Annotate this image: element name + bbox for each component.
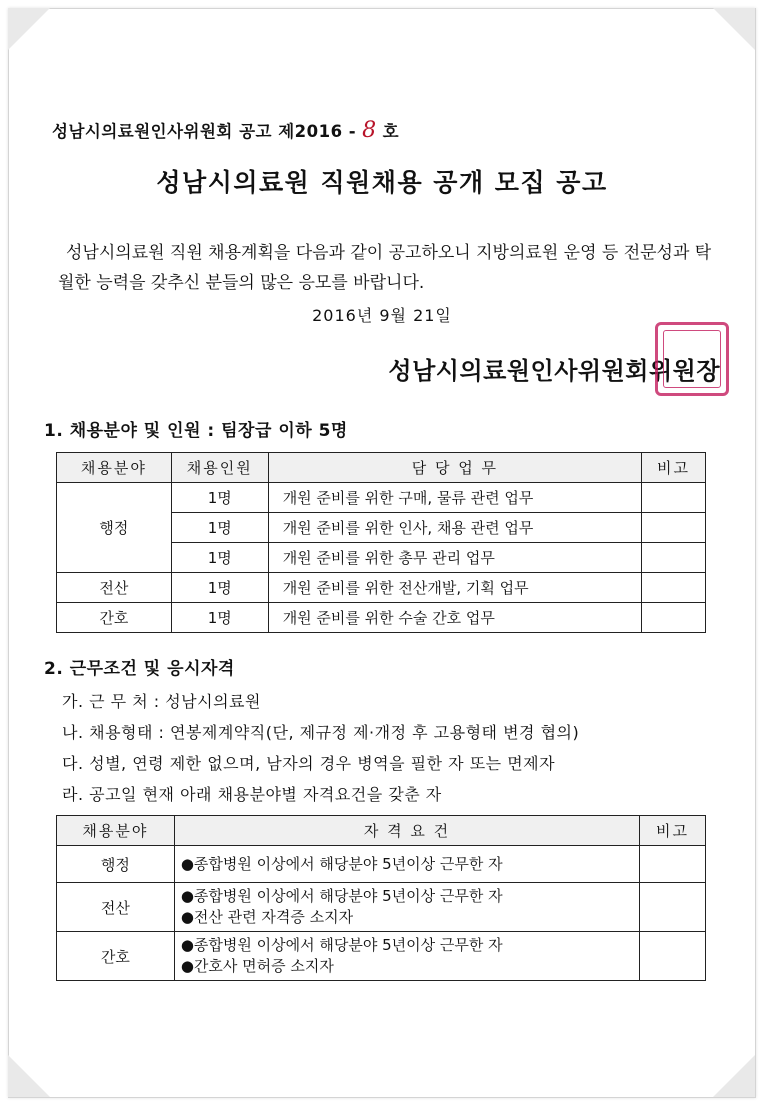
table-row bbox=[57, 603, 706, 633]
notice-number-suffix: 호 bbox=[382, 122, 400, 141]
requirement-line: ●간호사 면허증 소지자 bbox=[180, 957, 334, 975]
section1-heading: 1. 채용분야 및 인원 : 팀장급 이하 5명 bbox=[44, 421, 348, 441]
requirement-line: ●종합병원 이상에서 해당분야 5년이상 근무한 자 bbox=[180, 936, 503, 954]
requirements-cell bbox=[174, 932, 639, 981]
notice-number bbox=[52, 118, 399, 143]
duty-cell: 개원 준비를 위한 수술 간호 업무 bbox=[268, 603, 641, 633]
section2-heading: 2. 근무조건 및 응시자격 bbox=[44, 659, 235, 679]
table-row bbox=[57, 932, 706, 981]
note-cell bbox=[642, 483, 706, 513]
document-title: 성남시의료원 직원채용 공개 모집 공고 bbox=[156, 168, 608, 197]
field-cell: 행정 bbox=[57, 846, 175, 883]
official-seal-stamp bbox=[655, 322, 729, 396]
count-cell: 1명 bbox=[171, 573, 268, 603]
header-field: 채용분야 bbox=[57, 453, 172, 483]
table-header-row bbox=[57, 816, 706, 846]
table-header-row bbox=[57, 453, 706, 483]
duty-cell: 개원 준비를 위한 인사, 채용 관련 업무 bbox=[268, 513, 641, 543]
condition-item: 나. 채용형태 : 연봉제계약직(단, 제규정 제·개정 후 고용형태 변경 협의) bbox=[62, 723, 580, 742]
duty-cell: 개원 준비를 위한 구매, 물류 관련 업무 bbox=[268, 483, 641, 513]
table-row bbox=[57, 483, 706, 513]
note-cell bbox=[642, 603, 706, 633]
notice-date: 2016년 9월 21일 bbox=[312, 306, 452, 325]
requirements-cell bbox=[174, 846, 639, 883]
count-cell: 1명 bbox=[171, 513, 268, 543]
qualification-table bbox=[56, 815, 706, 981]
requirement-line: ●전산 관련 자격증 소지자 bbox=[180, 908, 354, 926]
notice-number-prefix: 성남시의료원인사위원회 공고 제2016 - bbox=[52, 122, 357, 141]
field-cell: 전산 bbox=[57, 883, 175, 932]
note-cell bbox=[642, 543, 706, 573]
count-cell: 1명 bbox=[171, 483, 268, 513]
note-cell bbox=[642, 573, 706, 603]
page-corner-decoration bbox=[8, 8, 50, 50]
requirement-line: ●종합병원 이상에서 해당분야 5년이상 근무한 자 bbox=[180, 854, 503, 873]
count-cell: 1명 bbox=[171, 543, 268, 573]
signer-title: 성남시의료원인사위원회위원장 bbox=[388, 357, 720, 385]
duty-cell: 개원 준비를 위한 전산개발, 기획 업무 bbox=[268, 573, 641, 603]
header-count: 채용인원 bbox=[171, 453, 268, 483]
page-corner-decoration bbox=[713, 8, 755, 50]
table-row bbox=[57, 846, 706, 883]
header-duty: 담 당 업 무 bbox=[268, 453, 641, 483]
requirement-line: ●종합병원 이상에서 해당분야 5년이상 근무한 자 bbox=[180, 887, 503, 905]
recruitment-table bbox=[56, 452, 706, 633]
condition-item: 가. 근 무 처 : 성남시의료원 bbox=[62, 692, 261, 711]
note-cell bbox=[640, 846, 706, 883]
note-cell bbox=[640, 883, 706, 932]
table-row bbox=[57, 883, 706, 932]
field-cell: 간호 bbox=[57, 603, 172, 633]
duty-cell: 개원 준비를 위한 총무 관리 업무 bbox=[268, 543, 641, 573]
header-field: 채용분야 bbox=[57, 816, 175, 846]
note-cell bbox=[640, 932, 706, 981]
requirements-cell bbox=[174, 883, 639, 932]
note-cell bbox=[642, 513, 706, 543]
page-corner-decoration bbox=[8, 1055, 50, 1097]
field-cell: 간호 bbox=[57, 932, 175, 981]
condition-item: 라. 공고일 현재 아래 채용분야별 자격요건을 갖춘 자 bbox=[62, 785, 442, 804]
page-corner-decoration bbox=[713, 1055, 755, 1097]
condition-item: 다. 성별, 연령 제한 없으며, 남자의 경우 병역을 필한 자 또는 면제자 bbox=[62, 754, 556, 773]
field-cell: 전산 bbox=[57, 573, 172, 603]
header-requirements: 자 격 요 건 bbox=[174, 816, 639, 846]
header-note: 비고 bbox=[642, 453, 706, 483]
header-note: 비고 bbox=[640, 816, 706, 846]
intro-paragraph: 성남시의료원 직원 채용계획을 다음과 같이 공고하오니 지방의료원 운영 등 전문성과 탁월한 능력을 갖추신 분들의 많은 응모를 바랍니다. bbox=[58, 243, 712, 293]
count-cell: 1명 bbox=[171, 603, 268, 633]
notice-number-handwritten: 8 bbox=[362, 118, 377, 143]
table-row bbox=[57, 573, 706, 603]
field-cell: 행정 bbox=[57, 483, 172, 573]
